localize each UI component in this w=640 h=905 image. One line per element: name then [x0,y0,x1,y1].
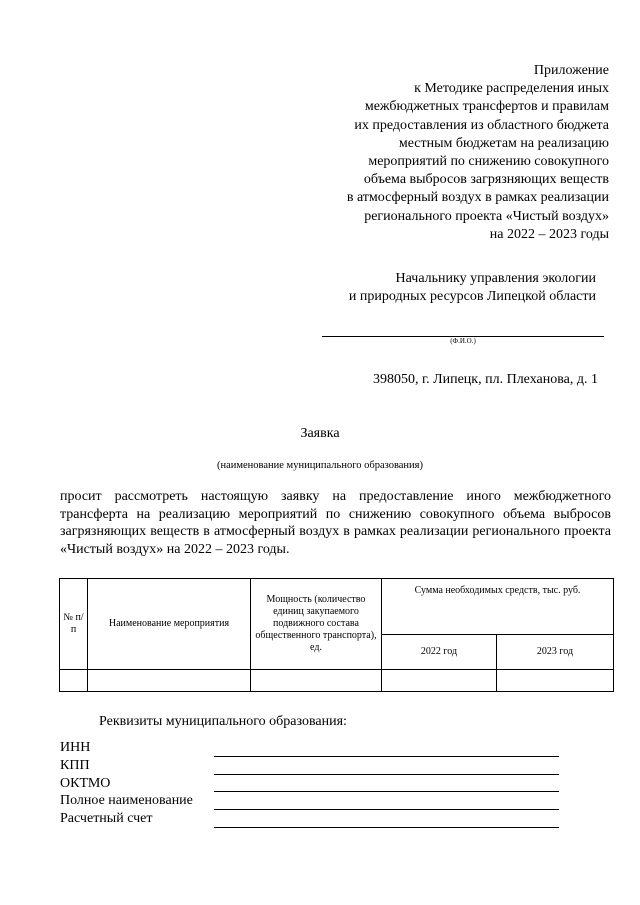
addressee-line-1: Начальнику управления экологии [395,271,596,286]
appendix-line: регионального проекта «Чистый воздух» [364,208,609,224]
kpp-field[interactable] [214,774,559,775]
header-2022: 2022 год [382,635,497,670]
appendix-line: в атмосферный воздух в рамках реализации [346,190,609,206]
table-cell[interactable] [497,670,614,692]
appendix-line: мероприятий по снижению совокупного [368,154,609,170]
table-cell[interactable] [60,670,88,692]
addressee-address: 398050, г. Липецк, пл. Плеханова, д. 1 [372,372,598,387]
appendix-line: местным бюджетам на реализацию [398,135,609,151]
appendix-line: объема выбросов загрязняющих веществ [363,172,609,188]
appendix-line: Приложение [533,63,609,78]
appendix-line: межбюджетных трансфертов и правилам [364,99,609,115]
header-capacity: Мощность (количество единиц закупаемого подвижного состава общественного транспорта), ед. [251,579,382,670]
table-cell[interactable] [251,670,382,692]
table-cell[interactable] [88,670,251,692]
application-table [59,578,614,692]
appendix-header [289,62,609,244]
account-label: Расчетный счет [60,811,153,826]
table-cell[interactable] [382,670,497,692]
appendix-line: на 2022 – 2023 годы [489,226,609,242]
header-num: № п/п [60,579,88,670]
full-name-label: Полное наименование [60,793,193,808]
table-row [60,670,614,692]
header-name: Наименование мероприятия [88,579,251,670]
account-field[interactable] [214,827,559,828]
document-title: Заявка [300,426,340,441]
oktmo-field[interactable] [214,791,559,792]
oktmo-label: ОКТМО [60,776,111,791]
appendix-line: их предоставления из областного бюджета [354,117,609,133]
addressee-line-2: и природных ресурсов Липецкой области [348,289,596,304]
header-sum: Сумма необходимых средств, тыс. руб. [382,579,614,635]
appendix-line: к Методике распределения иных [414,81,609,97]
full-name-field[interactable] [214,809,559,810]
addressee-block [276,270,596,306]
header-2023: 2023 год [497,635,614,670]
kpp-label: КПП [60,758,90,773]
inn-label: ИНН [60,740,91,755]
inn-field[interactable] [214,756,559,757]
municipality-label: (наименование муниципального образования) [216,460,424,471]
table-header-row [60,579,614,635]
requisites-title: Реквизиты муниципального образования: [99,714,347,729]
request-text: просит рассмотреть настоящую заявку на предоставление иного межбюджетного трансферта на реализацию мероприятий по снижению совокупного объема выбросов загрязняющих веществ в атмосферный воздух в рамках реализации регионального проекта «Чистый воздух» на 2022 – 2023 годы. [60,489,611,557]
fio-label: (Ф.И.О.) [450,337,476,345]
